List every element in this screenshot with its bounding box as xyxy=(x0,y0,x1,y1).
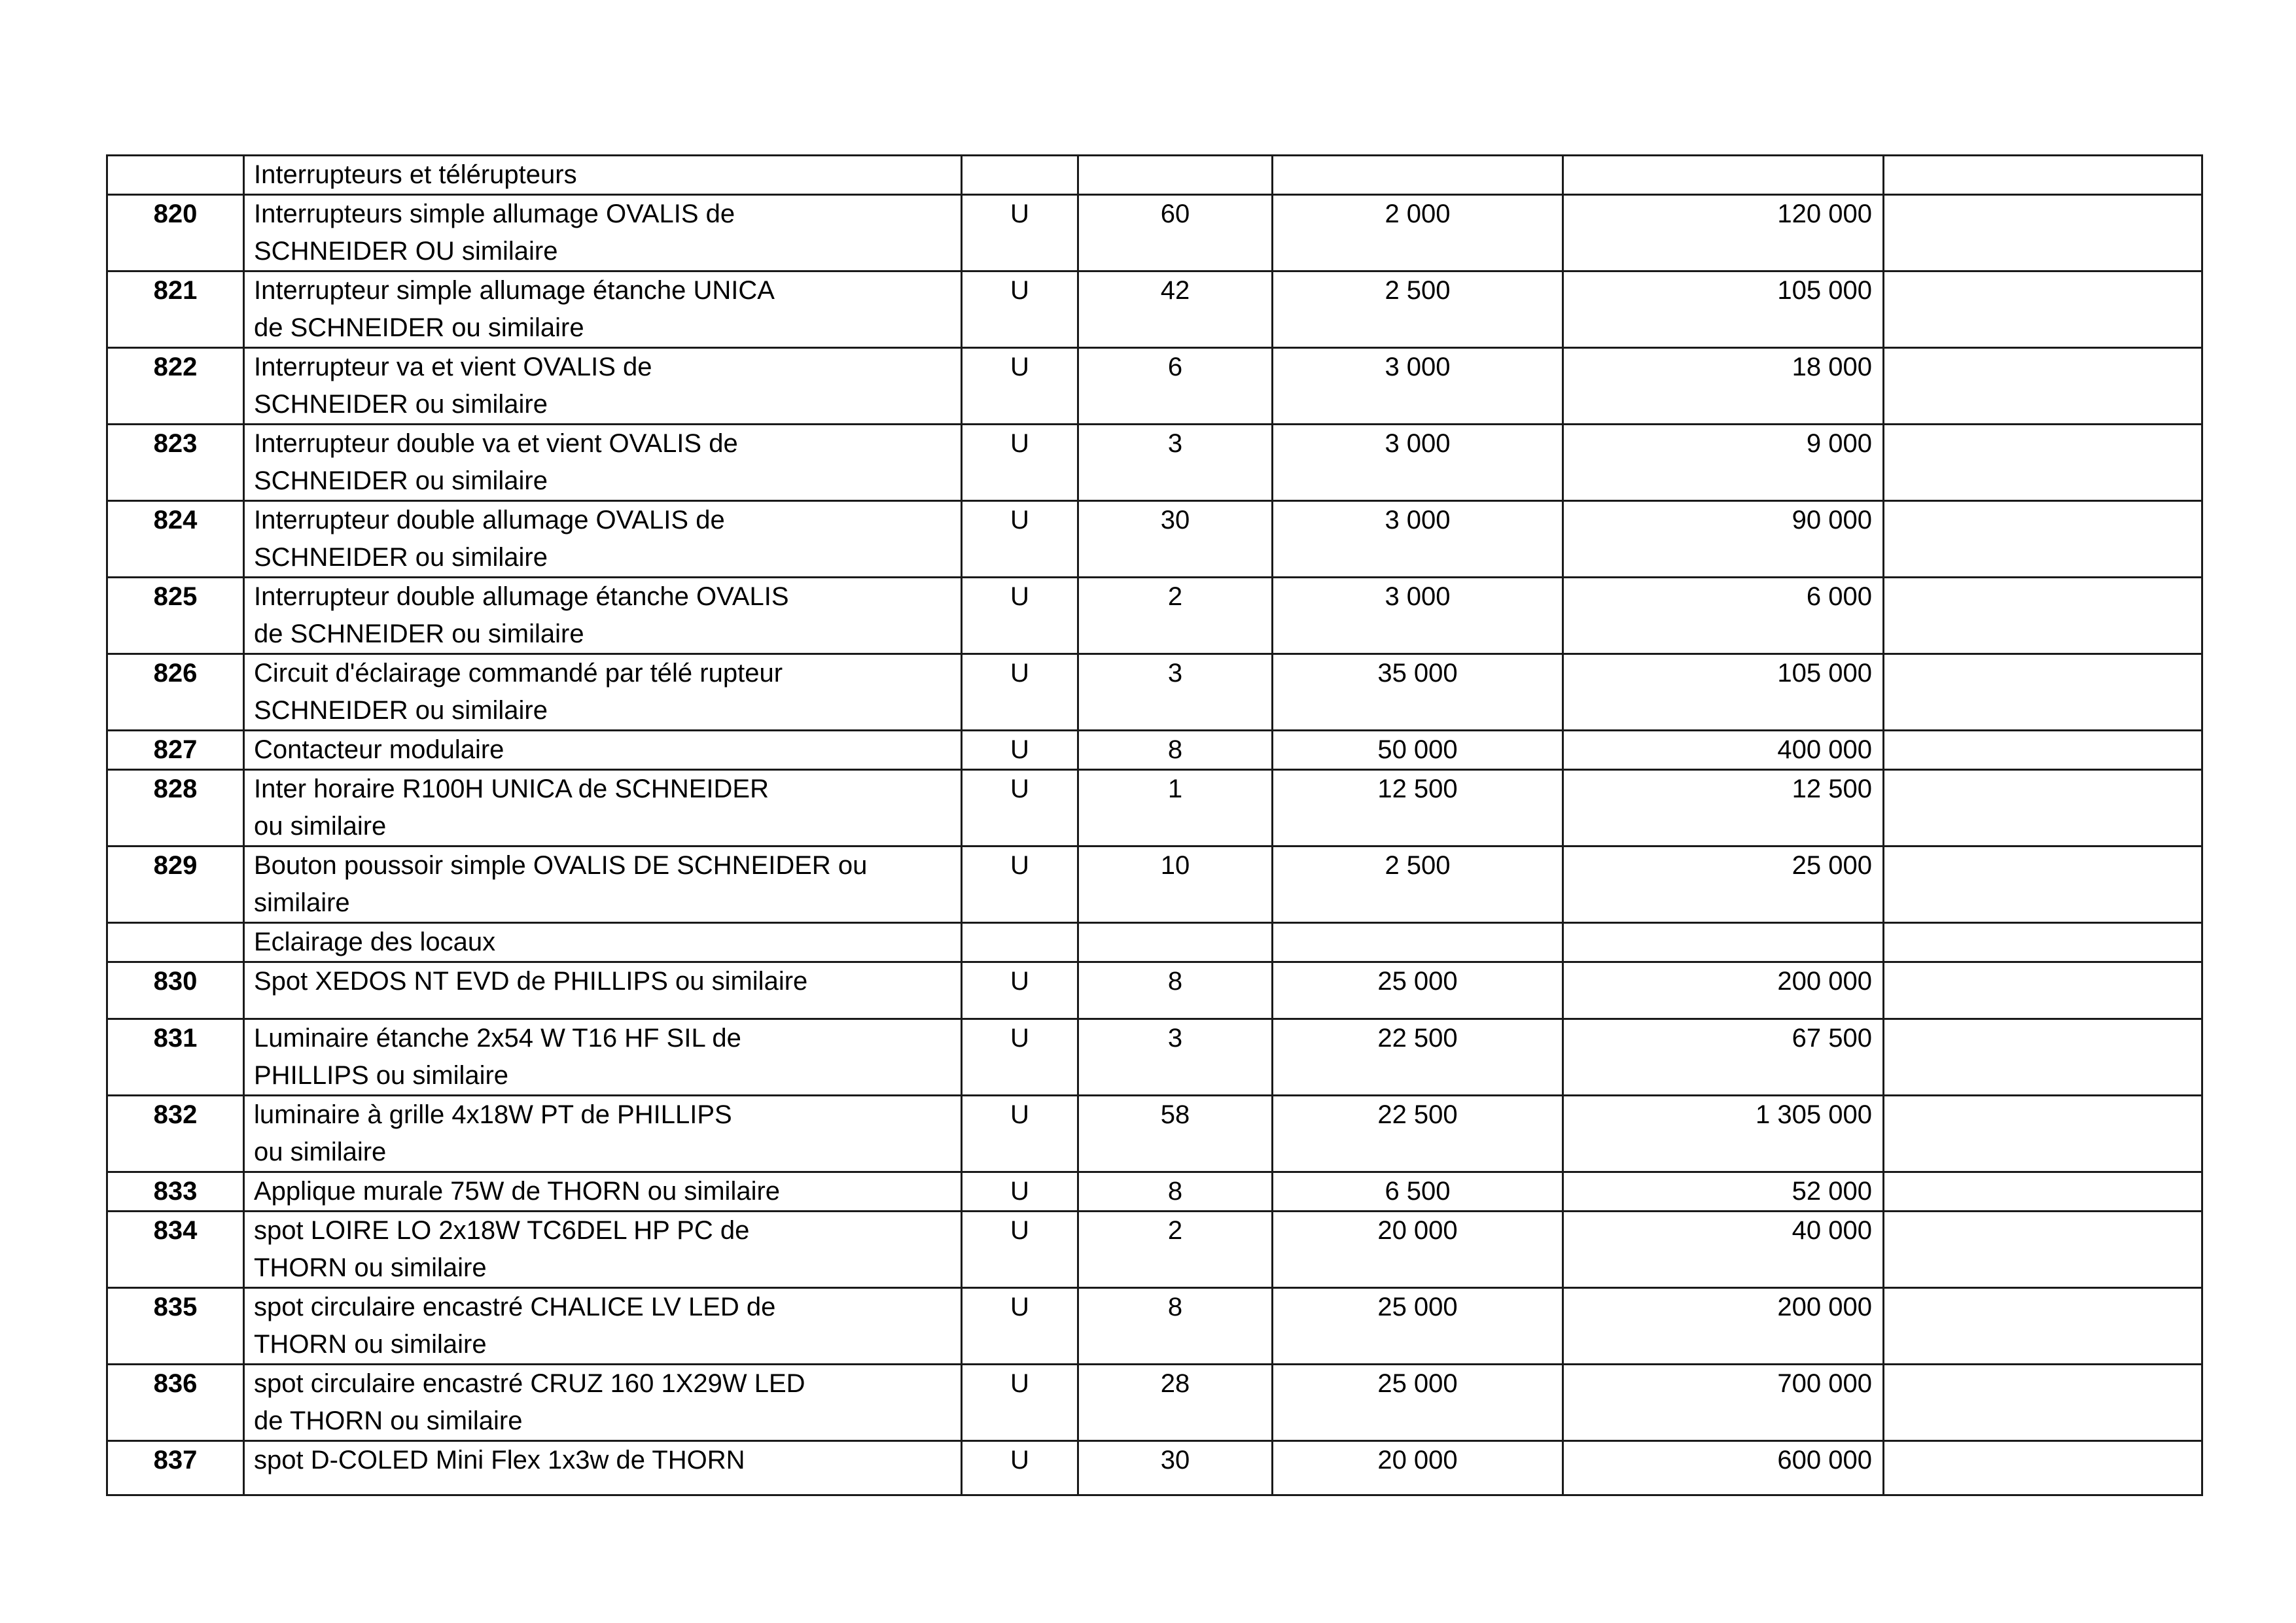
description-line: THORN ou similaire xyxy=(254,1253,487,1282)
description-line: Interrupteurs simple allumage OVALIS de xyxy=(254,200,735,228)
description-cell xyxy=(244,1096,962,1172)
description-line: spot circulaire encastré CHALICE LV LED de xyxy=(254,1293,776,1321)
description-cell xyxy=(244,156,962,195)
quantity-cell: 42 xyxy=(1078,271,1273,348)
quantity-cell: 3 xyxy=(1078,654,1273,731)
description-line: Spot XEDOS NT EVD de PHILLIPS ou similaire xyxy=(254,967,808,996)
unit-cell: U xyxy=(962,425,1078,501)
item-number-cell: 836 xyxy=(107,1365,244,1441)
table-row xyxy=(107,578,2202,654)
item-number-cell: 837 xyxy=(107,1441,244,1495)
amount-cell: 12 500 xyxy=(1563,770,1884,846)
empty-cell xyxy=(1884,1019,2202,1096)
unit-price-cell: 22 500 xyxy=(1273,1096,1563,1172)
table-row xyxy=(107,1288,2202,1365)
price-schedule-table xyxy=(106,154,2203,1496)
quantity-cell: 10 xyxy=(1078,846,1273,923)
amount-cell: 105 000 xyxy=(1563,654,1884,731)
table-row xyxy=(107,425,2202,501)
amount-cell xyxy=(1563,156,1884,195)
quantity-cell: 2 xyxy=(1078,578,1273,654)
item-number-cell: 833 xyxy=(107,1172,244,1212)
description-line: Interrupteur double allumage OVALIS de xyxy=(254,506,725,534)
amount-cell: 600 000 xyxy=(1563,1441,1884,1495)
description-line: luminaire à grille 4x18W PT de PHILLIPS xyxy=(254,1100,732,1129)
unit-price-cell: 3 000 xyxy=(1273,501,1563,578)
amount-cell: 105 000 xyxy=(1563,271,1884,348)
description-line: Luminaire étanche 2x54 W T16 HF SIL de xyxy=(254,1024,741,1053)
empty-cell xyxy=(1884,846,2202,923)
unit-price-cell: 35 000 xyxy=(1273,654,1563,731)
description-line: SCHNEIDER ou similaire xyxy=(254,390,548,419)
unit-price-cell xyxy=(1273,156,1563,195)
unit-price-cell: 3 000 xyxy=(1273,348,1563,425)
table-row xyxy=(107,195,2202,271)
unit-price-cell: 2 000 xyxy=(1273,195,1563,271)
amount-cell: 25 000 xyxy=(1563,846,1884,923)
amount-cell: 1 305 000 xyxy=(1563,1096,1884,1172)
empty-cell xyxy=(1884,1212,2202,1288)
unit-price-cell: 20 000 xyxy=(1273,1441,1563,1495)
unit-cell: U xyxy=(962,195,1078,271)
description-cell xyxy=(244,846,962,923)
description-line: de SCHNEIDER ou similaire xyxy=(254,620,584,648)
amount-cell: 400 000 xyxy=(1563,731,1884,770)
table-row xyxy=(107,962,2202,1019)
description-line: SCHNEIDER ou similaire xyxy=(254,696,548,725)
empty-cell xyxy=(1884,1288,2202,1365)
empty-cell xyxy=(1884,1441,2202,1495)
item-number-cell: 821 xyxy=(107,271,244,348)
empty-cell xyxy=(1884,348,2202,425)
amount-cell: 67 500 xyxy=(1563,1019,1884,1096)
empty-cell xyxy=(1884,1096,2202,1172)
unit-cell: U xyxy=(962,1441,1078,1495)
table-row xyxy=(107,846,2202,923)
quantity-cell: 8 xyxy=(1078,1172,1273,1212)
description-cell xyxy=(244,348,962,425)
table-row xyxy=(107,770,2202,846)
item-number-cell: 832 xyxy=(107,1096,244,1172)
description-line: de THORN ou similaire xyxy=(254,1406,523,1435)
table-row xyxy=(107,1365,2202,1441)
description-line: Applique murale 75W de THORN ou similaire xyxy=(254,1177,781,1206)
table-row xyxy=(107,1172,2202,1212)
quantity-cell: 60 xyxy=(1078,195,1273,271)
amount-cell xyxy=(1563,923,1884,962)
unit-cell xyxy=(962,156,1078,195)
description-line: SCHNEIDER OU similaire xyxy=(254,237,558,266)
empty-cell xyxy=(1884,501,2202,578)
unit-cell: U xyxy=(962,962,1078,1019)
unit-price-cell: 25 000 xyxy=(1273,1288,1563,1365)
unit-cell: U xyxy=(962,348,1078,425)
amount-cell: 6 000 xyxy=(1563,578,1884,654)
quantity-cell: 1 xyxy=(1078,770,1273,846)
description-line: ou similaire xyxy=(254,1138,387,1166)
description-cell xyxy=(244,425,962,501)
quantity-cell: 28 xyxy=(1078,1365,1273,1441)
quantity-cell xyxy=(1078,923,1273,962)
description-line: Interrupteurs et télérupteurs xyxy=(254,160,577,189)
unit-cell: U xyxy=(962,770,1078,846)
item-number-cell: 827 xyxy=(107,731,244,770)
table-row xyxy=(107,1441,2202,1495)
description-line: Interrupteur double va et vient OVALIS de xyxy=(254,429,738,458)
table-row xyxy=(107,1019,2202,1096)
amount-cell: 40 000 xyxy=(1563,1212,1884,1288)
empty-cell xyxy=(1884,923,2202,962)
item-number-cell: 829 xyxy=(107,846,244,923)
quantity-cell: 2 xyxy=(1078,1212,1273,1288)
unit-price-cell: 2 500 xyxy=(1273,846,1563,923)
description-line: SCHNEIDER ou similaire xyxy=(254,543,548,572)
quantity-cell: 58 xyxy=(1078,1096,1273,1172)
description-line: Interrupteur double allumage étanche OVALIS xyxy=(254,582,789,611)
amount-cell: 9 000 xyxy=(1563,425,1884,501)
description-line: SCHNEIDER ou similaire xyxy=(254,466,548,495)
unit-price-cell: 50 000 xyxy=(1273,731,1563,770)
item-number-cell: 834 xyxy=(107,1212,244,1288)
description-cell xyxy=(244,1288,962,1365)
empty-cell xyxy=(1884,156,2202,195)
item-number-cell: 823 xyxy=(107,425,244,501)
table-row xyxy=(107,654,2202,731)
description-line: PHILLIPS ou similaire xyxy=(254,1061,509,1090)
description-cell xyxy=(244,1212,962,1288)
amount-cell: 120 000 xyxy=(1563,195,1884,271)
table-row xyxy=(107,923,2202,962)
item-number-cell xyxy=(107,156,244,195)
item-number-cell: 835 xyxy=(107,1288,244,1365)
empty-cell xyxy=(1884,962,2202,1019)
unit-price-cell: 3 000 xyxy=(1273,425,1563,501)
empty-cell xyxy=(1884,770,2202,846)
quantity-cell: 30 xyxy=(1078,1441,1273,1495)
description-cell xyxy=(244,578,962,654)
empty-cell xyxy=(1884,195,2202,271)
quantity-cell xyxy=(1078,156,1273,195)
description-line: Bouton poussoir simple OVALIS DE SCHNEIDER ou xyxy=(254,851,868,880)
item-number-cell: 825 xyxy=(107,578,244,654)
unit-cell: U xyxy=(962,731,1078,770)
item-number-cell: 826 xyxy=(107,654,244,731)
empty-cell xyxy=(1884,1172,2202,1212)
description-line: Inter horaire R100H UNICA de SCHNEIDER xyxy=(254,775,769,803)
description-cell xyxy=(244,1441,962,1495)
empty-cell xyxy=(1884,271,2202,348)
description-line: ou similaire xyxy=(254,812,387,841)
description-line: Interrupteur va et vient OVALIS de xyxy=(254,353,652,381)
empty-cell xyxy=(1884,654,2202,731)
unit-cell: U xyxy=(962,654,1078,731)
unit-price-cell: 2 500 xyxy=(1273,271,1563,348)
table-row xyxy=(107,156,2202,195)
empty-cell xyxy=(1884,578,2202,654)
description-cell xyxy=(244,195,962,271)
amount-cell: 90 000 xyxy=(1563,501,1884,578)
unit-cell: U xyxy=(962,501,1078,578)
amount-cell: 200 000 xyxy=(1563,1288,1884,1365)
quantity-cell: 8 xyxy=(1078,1288,1273,1365)
description-cell xyxy=(244,1172,962,1212)
quantity-cell: 8 xyxy=(1078,962,1273,1019)
description-line: Eclairage des locaux xyxy=(254,928,496,956)
description-cell xyxy=(244,962,962,1019)
table-row xyxy=(107,271,2202,348)
amount-cell: 700 000 xyxy=(1563,1365,1884,1441)
amount-cell: 52 000 xyxy=(1563,1172,1884,1212)
unit-price-cell: 12 500 xyxy=(1273,770,1563,846)
description-cell xyxy=(244,1019,962,1096)
quantity-cell: 3 xyxy=(1078,425,1273,501)
quantity-cell: 30 xyxy=(1078,501,1273,578)
unit-cell: U xyxy=(962,1096,1078,1172)
amount-cell: 18 000 xyxy=(1563,348,1884,425)
unit-cell: U xyxy=(962,1019,1078,1096)
table-row xyxy=(107,348,2202,425)
description-cell xyxy=(244,923,962,962)
item-number-cell xyxy=(107,923,244,962)
item-number-cell: 831 xyxy=(107,1019,244,1096)
quantity-cell: 6 xyxy=(1078,348,1273,425)
table-row xyxy=(107,501,2202,578)
unit-cell: U xyxy=(962,1212,1078,1288)
unit-price-cell: 22 500 xyxy=(1273,1019,1563,1096)
description-line: Interrupteur simple allumage étanche UNICA xyxy=(254,276,775,305)
table-body xyxy=(107,156,2202,1495)
table-row xyxy=(107,731,2202,770)
description-cell xyxy=(244,770,962,846)
unit-price-cell: 6 500 xyxy=(1273,1172,1563,1212)
unit-cell: U xyxy=(962,846,1078,923)
item-number-cell: 830 xyxy=(107,962,244,1019)
description-line: THORN ou similaire xyxy=(254,1330,487,1359)
empty-cell xyxy=(1884,1365,2202,1441)
unit-cell: U xyxy=(962,271,1078,348)
description-line: spot circulaire encastré CRUZ 160 1X29W LED xyxy=(254,1369,805,1398)
description-line: spot LOIRE LO 2x18W TC6DEL HP PC de xyxy=(254,1216,750,1245)
table-row xyxy=(107,1096,2202,1172)
description-cell xyxy=(244,271,962,348)
description-cell xyxy=(244,501,962,578)
unit-cell: U xyxy=(962,1365,1078,1441)
unit-price-cell: 25 000 xyxy=(1273,962,1563,1019)
quantity-cell: 3 xyxy=(1078,1019,1273,1096)
description-line: similaire xyxy=(254,888,350,917)
table-row xyxy=(107,1212,2202,1288)
unit-price-cell: 3 000 xyxy=(1273,578,1563,654)
description-cell xyxy=(244,654,962,731)
description-line: Contacteur modulaire xyxy=(254,735,504,764)
unit-cell: U xyxy=(962,578,1078,654)
quantity-cell: 8 xyxy=(1078,731,1273,770)
unit-price-cell: 20 000 xyxy=(1273,1212,1563,1288)
unit-price-cell: 25 000 xyxy=(1273,1365,1563,1441)
unit-price-cell xyxy=(1273,923,1563,962)
unit-cell: U xyxy=(962,1172,1078,1212)
description-line: spot D-COLED Mini Flex 1x3w de THORN xyxy=(254,1446,745,1475)
description-cell xyxy=(244,1365,962,1441)
description-cell xyxy=(244,731,962,770)
item-number-cell: 820 xyxy=(107,195,244,271)
unit-cell xyxy=(962,923,1078,962)
item-number-cell: 824 xyxy=(107,501,244,578)
unit-cell: U xyxy=(962,1288,1078,1365)
item-number-cell: 828 xyxy=(107,770,244,846)
item-number-cell: 822 xyxy=(107,348,244,425)
empty-cell xyxy=(1884,425,2202,501)
amount-cell: 200 000 xyxy=(1563,962,1884,1019)
description-line: de SCHNEIDER ou similaire xyxy=(254,313,584,342)
empty-cell xyxy=(1884,731,2202,770)
description-line: Circuit d'éclairage commandé par télé rupteur xyxy=(254,659,783,688)
